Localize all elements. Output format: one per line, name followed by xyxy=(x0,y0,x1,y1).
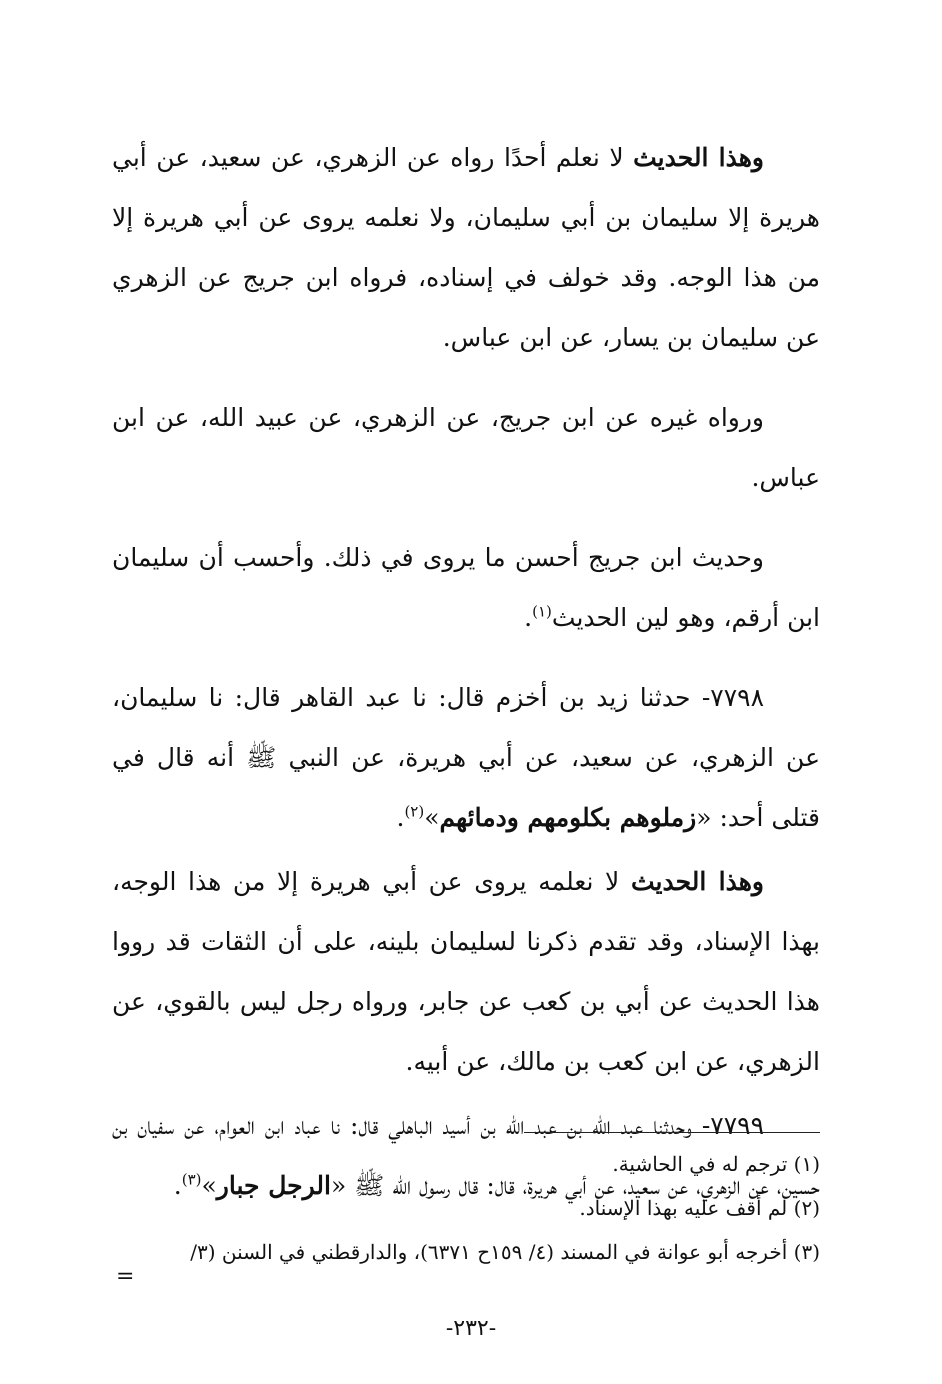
hadith-quote: الرجل جبار xyxy=(216,1171,331,1200)
paragraph-2 xyxy=(112,388,820,508)
paragraph-text: - وحدثنا عبد الله بن عبد الله بن أسيد الباهلي قال: نا عباد ابن العوام، عن سفيان بن حسين، عن الزهري، عن سعيد، عن أبي هريرة، قال: قال رسول الله ﷺ « xyxy=(112,1111,820,1200)
paragraph-text: وحديث ابن جريج أحسن ما يروى في ذلك. وأحسب أن سليمان ابن أرقم، وهو لين الحديث xyxy=(112,543,820,632)
paragraph-3 xyxy=(112,528,820,648)
paragraph-text: - حدثنا زيد بن أخزم قال: نا عبد القاهر قال: نا سليمان، عن الزهري، عن سعيد، عن أبي هريرة، عن النبي ﷺ أنه قال في قتلى أحد: « xyxy=(112,683,820,832)
quote-close: » xyxy=(201,1171,217,1200)
paragraph-text: لا نعلمه يروى عن أبي هريرة إلا من هذا الوجه، بهذا الإسناد، وقد تقدم ذكرنا لسليمان بلينه، على أن الثقات قد رووا هذا الحديث عن أبي بن كعب عن جابر، ورواه رجل ليس بالقوي، عن الزهري، عن ابن كعب بن مالك، عن أبيه. xyxy=(112,867,820,1076)
period: . xyxy=(173,1171,182,1200)
period: . xyxy=(396,803,405,832)
paragraph-text: لا نعلم أحدًا رواه عن الزهري، عن سعيد، عن أبي هريرة إلا سليمان بن أبي سليمان، ولا نعلمه يروى عن أبي هريرة إلا من هذا الوجه. وقد خولف في إسناده، فرواه ابن جريج عن الزهري عن سليمان بن يسار، عن ابن عباس. xyxy=(112,143,820,352)
hadith-number: ٧٧٩٩ xyxy=(710,1111,764,1140)
page-number: -٢٣٢- xyxy=(445,1316,497,1341)
footnote-1: (١) ترجم له في الحاشية. xyxy=(612,1152,820,1176)
quote-close: » xyxy=(424,803,440,832)
main-text xyxy=(112,128,820,1220)
hadith-quote: زملوهم بكلومهم ودمائهم xyxy=(439,803,697,832)
paragraph-5 xyxy=(112,852,820,1092)
footnote-ref-3: (٣) xyxy=(181,1170,202,1189)
period: . xyxy=(524,603,533,632)
continuation-mark: = xyxy=(116,1264,135,1289)
footnote-2: (٢) لم أقف عليه بهذا الإسناد. xyxy=(579,1196,820,1220)
paragraph-1 xyxy=(112,128,820,368)
paragraph-text: ورواه غيره عن ابن جريج، عن الزهري، عن عبيد الله، عن ابن عباس. xyxy=(112,403,820,492)
footnote-ref-2: (٢) xyxy=(404,802,425,821)
bold-lead: وهذا الحديث xyxy=(630,867,764,896)
footnote-3: (٣) أخرجه أبو عوانة في المسند (٤/ ١٥٩ح ٦٣٧١)، والدارقطني في السنن (٣/ xyxy=(190,1240,820,1264)
bold-lead: وهذا الحديث xyxy=(633,143,764,172)
footnote-ref-1: (١) xyxy=(532,602,552,621)
footnote-separator xyxy=(524,1132,820,1133)
footnotes xyxy=(112,1142,820,1274)
hadith-7798 xyxy=(112,668,820,848)
hadith-number: ٧٧٩٨ xyxy=(710,683,764,712)
